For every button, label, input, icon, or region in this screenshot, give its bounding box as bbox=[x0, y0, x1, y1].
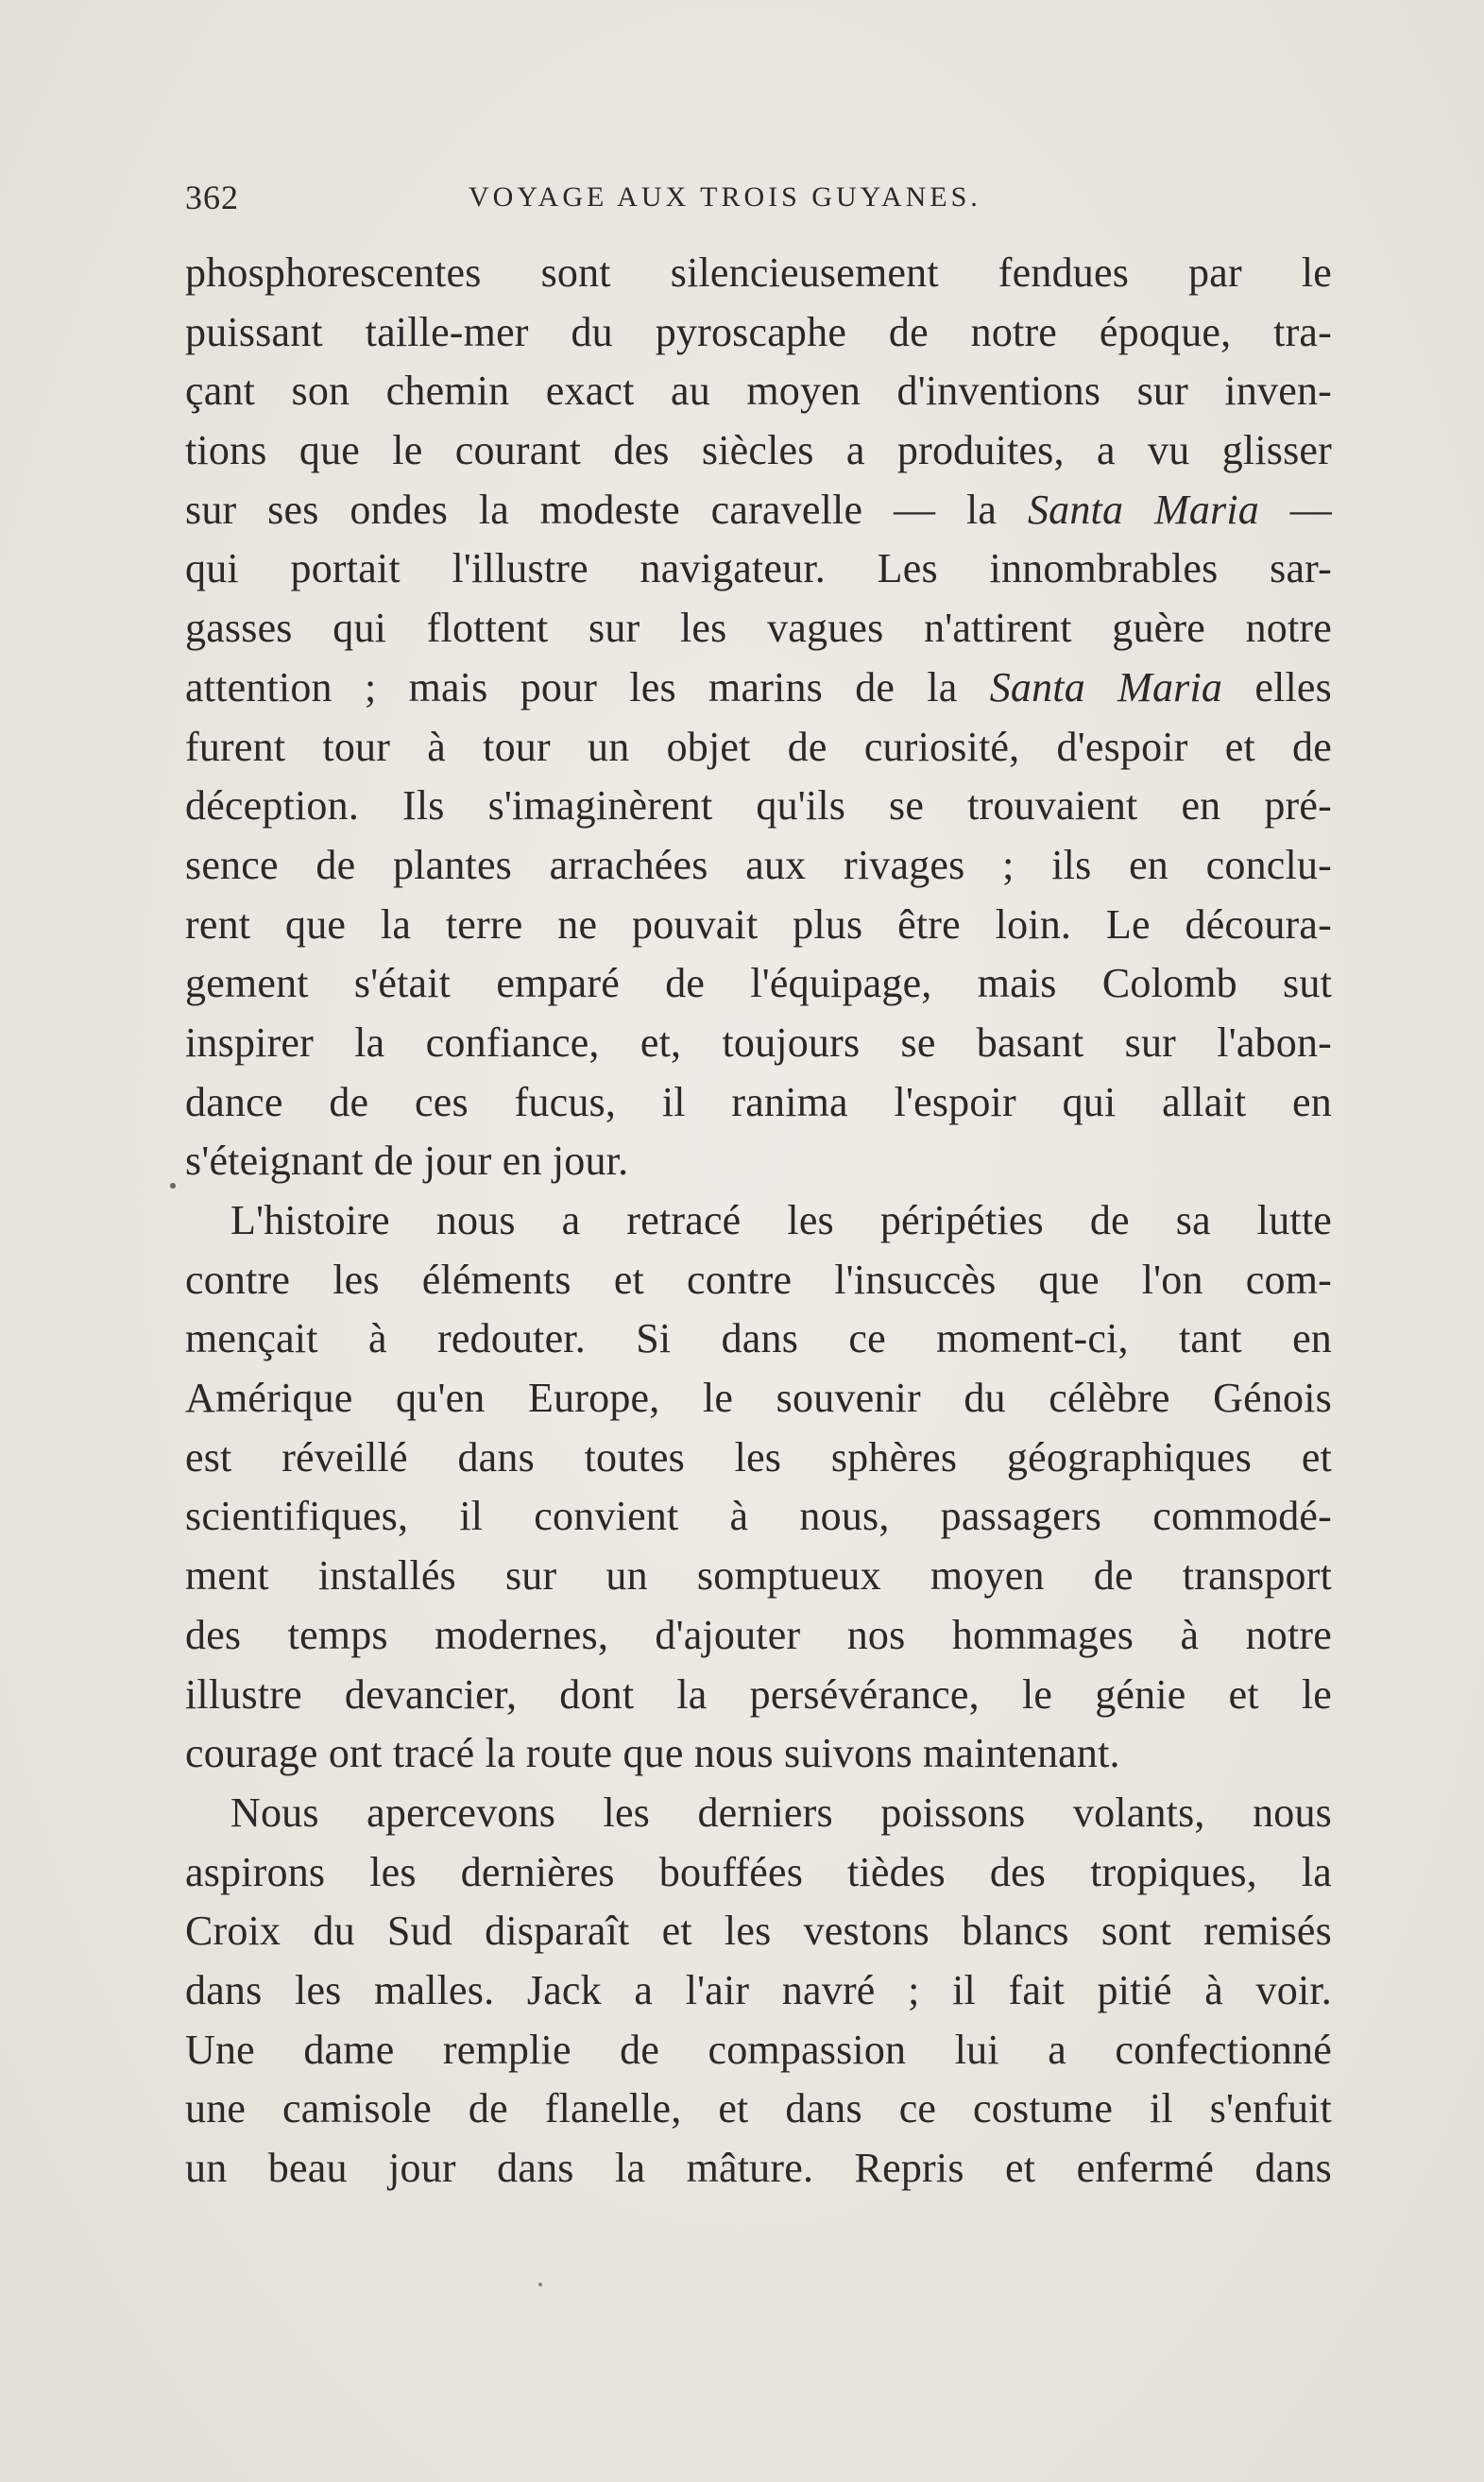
text-line: courage ont tracé la route que nous suivons maintenant. bbox=[185, 1730, 1120, 1777]
text-line: contre les éléments et contre l'insuccès que l'on com- bbox=[185, 1256, 1332, 1303]
text-line: un beau jour dans la mâture. Repris et enfermé dans bbox=[185, 2145, 1332, 2191]
text-line: s'éteignant de jour en jour. bbox=[185, 1138, 629, 1185]
text-line: dans les malles. Jack a l'air navré ; il fait pitié à voir. bbox=[185, 1966, 1332, 2013]
page-header bbox=[185, 178, 1332, 219]
body-text bbox=[185, 244, 1332, 2199]
text-line: scientifiques, il convient à nous, passagers commodé- bbox=[185, 1493, 1332, 1540]
text-line: dance de ces fucus, il ranima l'espoir qui allait en bbox=[185, 1078, 1332, 1125]
text-line: illustre devancier, dont la persévérance, le génie et le bbox=[185, 1670, 1332, 1718]
text-line: sence de plantes arrachées aux rivages ; ils en conclu- bbox=[185, 841, 1332, 888]
text-line: L'histoire nous a retracé les péripéties de sa lutte bbox=[230, 1197, 1332, 1243]
text-line: phosphorescentes sont silencieusement fendues par le bbox=[185, 249, 1332, 296]
text-line: une camisole de flanelle, et dans ce costume il s'enfuit bbox=[185, 2085, 1332, 2132]
text-line bbox=[185, 659, 1332, 718]
text-line: gasses qui flottent sur les vagues n'attirent guère notre bbox=[185, 605, 1332, 652]
text-line: Une dame remplie de compassion lui a confectionné bbox=[185, 2026, 1332, 2073]
text-line: aspirons les dernières bouffées tièdes des tropiques, la bbox=[185, 1848, 1332, 1895]
text-line: des temps modernes, d'ajouter nos hommages à notre bbox=[185, 1611, 1332, 1658]
running-title: VOYAGE AUX TROIS GUYANES. bbox=[469, 181, 981, 213]
page-number: 362 bbox=[185, 179, 239, 216]
text-line: furent tour à tour un objet de curiosité, d'espoir et de bbox=[185, 723, 1332, 770]
text-line: déception. Ils s'imaginèrent qu'ils se trouvaient en pré- bbox=[185, 782, 1332, 830]
text-segment: attention ; mais pour les marins de la bbox=[185, 663, 990, 710]
ship-name: Santa Maria bbox=[989, 663, 1223, 710]
text-line: gement s'était emparé de l'équipage, mais Colomb sut bbox=[185, 960, 1332, 1007]
ship-name: Santa Maria bbox=[1027, 486, 1259, 533]
margin-mark bbox=[170, 1183, 176, 1189]
paragraph-3 bbox=[185, 1784, 1332, 2199]
text-segment: elles bbox=[1222, 663, 1332, 710]
text-segment: — bbox=[1258, 486, 1332, 533]
text-line: tions que le courant des siècles a produites, a vu glisser bbox=[185, 427, 1332, 474]
text-line: mençait à redouter. Si dans ce moment-ci, tant en bbox=[185, 1315, 1332, 1362]
text-segment: sur ses ondes la modeste caravelle — la bbox=[185, 486, 1028, 533]
paragraph-1 bbox=[185, 244, 1332, 1191]
text-line: rent que la terre ne pouvait plus être loin. Le découra- bbox=[185, 900, 1332, 948]
text-line bbox=[185, 481, 1332, 540]
paragraph-2 bbox=[185, 1191, 1332, 1784]
text-line: inspirer la confiance, et, toujours se basant sur l'abon- bbox=[185, 1018, 1332, 1066]
paper-speck bbox=[538, 2283, 542, 2286]
text-line: qui portait l'illustre navigateur. Les innombrables sar- bbox=[185, 545, 1332, 592]
text-line: est réveillé dans toutes les sphères géographiques et bbox=[185, 1433, 1332, 1481]
text-line: Amérique qu'en Europe, le souvenir du célèbre Génois bbox=[185, 1375, 1332, 1422]
text-line: Nous apercevons les derniers poissons volants, nous bbox=[230, 1789, 1332, 1836]
text-line: ment installés sur un somptueux moyen de transport bbox=[185, 1552, 1332, 1600]
text-line: puissant taille-mer du pyroscaphe de notre époque, tra- bbox=[185, 308, 1332, 355]
text-line: çant son chemin exact au moyen d'inventions sur inven- bbox=[185, 368, 1332, 415]
text-line: Croix du Sud disparaît et les vestons blancs sont remisés bbox=[185, 1908, 1332, 1955]
